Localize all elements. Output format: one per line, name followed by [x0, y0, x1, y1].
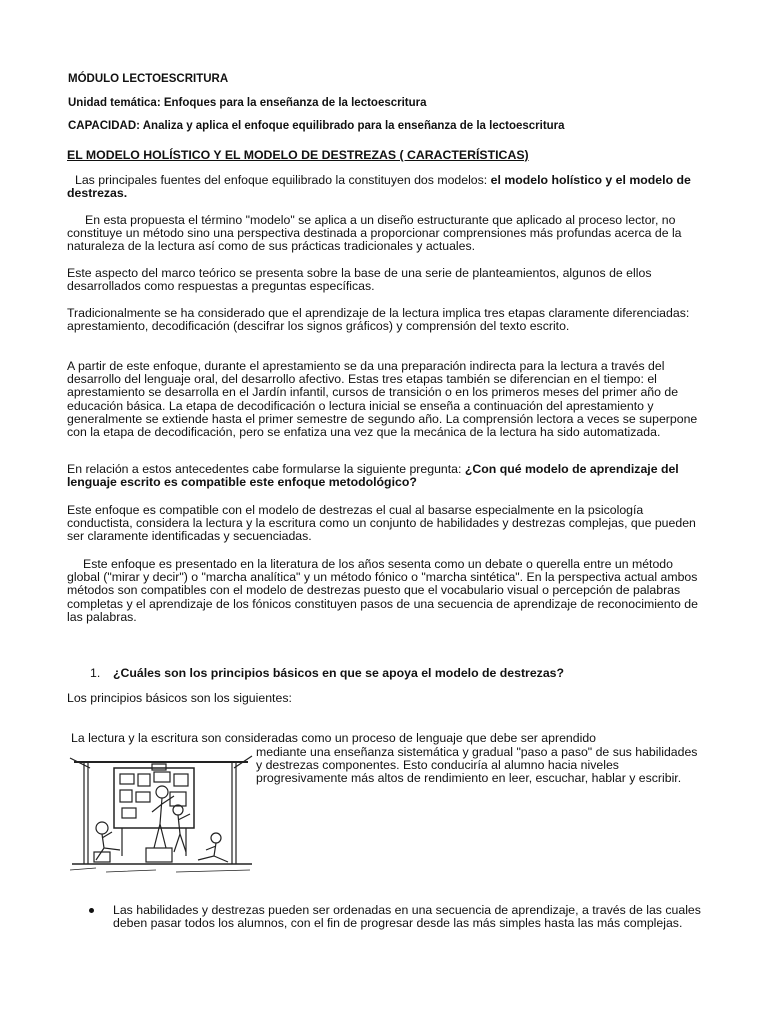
paragraph-4: Tradicionalmente se ha considerado que el aprendizaje de la lectura implica tres etapas claramente diferenciadas: aprestamiento, decodificación (descifrar los signos gráficos) y comprensión del texto escrito. — [67, 306, 690, 334]
classroom-illustration — [66, 752, 256, 880]
paragraph-10-rest: mediante una enseñanza sistemática y gradual "paso a paso" de sus habilidades y destrezas componentes. Esto conduciría al alumno hacia niveles progresivamente más altos de rendimiento en leer, escuchar, hablar y escribir. — [256, 745, 698, 786]
paragraph-1-bold: el modelo holístico y el modelo de destrezas. — [67, 173, 691, 201]
bullet-dot — [89, 908, 94, 913]
question-1: ¿Cuáles son los principios básicos en que se apoya el modelo de destrezas? — [113, 666, 565, 680]
bullet-item-1: Las habilidades y destrezas pueden ser ordenadas en una secuencia de aprendizaje, a través de las cuales deben pasar todos los alumnos, con el fin de progresar desde las más simples hasta las más complejas. — [113, 903, 701, 931]
paragraph-8: Este enfoque es presentado en la literatura de los años sesenta como un debate o querella entre un método global ("mirar y decir") o "marcha analítica" y un método fónico o "marcha sintética". En la perspectiva actual ambos métodos son compatibles con el modelo de destrezas puesto que el vocabulario visual o percepción de palabras completas y el aprendizaje de los fónicos constituyen pasos de una secuencia de aprendizaje de reconocimiento de las palabras. — [67, 557, 698, 624]
paragraph-1: Las principales fuentes del enfoque equilibrado la constituyen dos modelos: el modelo holístico y el modelo de destrezas. — [67, 173, 691, 201]
question-number: 1. — [90, 666, 101, 680]
capacity-line: CAPACIDAD: Analiza y aplica el enfoque equilibrado para la enseñanza de la lectoescritura — [68, 120, 565, 132]
module-title: MÓDULO LECTOESCRITURA — [68, 73, 229, 85]
paragraph-6-question: ¿Con qué modelo de aprendizaje del lenguaje escrito es compatible este enfoque metodológico? — [67, 462, 679, 490]
paragraph-9: Los principios básicos son los siguientes: — [67, 691, 292, 705]
section-title: EL MODELO HOLÍSTICO Y EL MODELO DE DESTREZAS ( CARACTERÍSTICAS) — [67, 148, 529, 162]
paragraph-10-first-line: La lectura y la escritura son consideradas como un proceso de lenguaje que debe ser aprendido — [71, 731, 597, 745]
unit-title: Unidad temática: Enfoques para la enseñanza de la lectoescritura — [68, 97, 427, 109]
paragraph-5: A partir de este enfoque, durante el aprestamiento se da una preparación indirecta para la lectura a través del desarrollo del lenguaje oral, del desarrollo afectivo. Estas tres etapas también se diferencian en el tiempo: el aprestamiento se desarrolla en el Jardín infantil, cursos de transición o en los primeros meses del primer año de educación básica. La etapa de decodificación o lectura inicial se enseña a continuación del aprestamiento y generalmente se extiende hasta el primer semestre de segundo año. La comprensión lectora a veces se superpone con la etapa de decodificación, pero se enfatiza una vez que la mecánica de la lectura ha sido automatizada. — [67, 359, 698, 440]
paragraph-2: En esta propuesta el término "modelo" se aplica a un diseño estructurante que aplicado al proceso lector, no constituye un método sino una perspectiva destinada a proporcionar comprensiones más profundas acerca de la naturaleza de la lectura así como de sus prácticas tradicionales y actuales. — [67, 213, 682, 254]
paragraph-3: Este aspecto del marco teórico se presenta sobre la base de una serie de planteamientos, algunos de ellos desarrollados como respuestas a preguntas específicas. — [67, 266, 652, 294]
paragraph-7: Este enfoque es compatible con el modelo de destrezas el cual al basarse especialmente en la psicología conductista, considera la lectura y la escritura como un conjunto de habilidades y destrezas complejas, que pueden ser claramente identificadas y secuenciadas. — [67, 503, 696, 544]
paragraph-6: En relación a estos antecedentes cabe formularse la siguiente pregunta: ¿Con qué modelo de aprendizaje del lenguaje escrito es compatible este enfoque metodológico? — [67, 462, 679, 490]
